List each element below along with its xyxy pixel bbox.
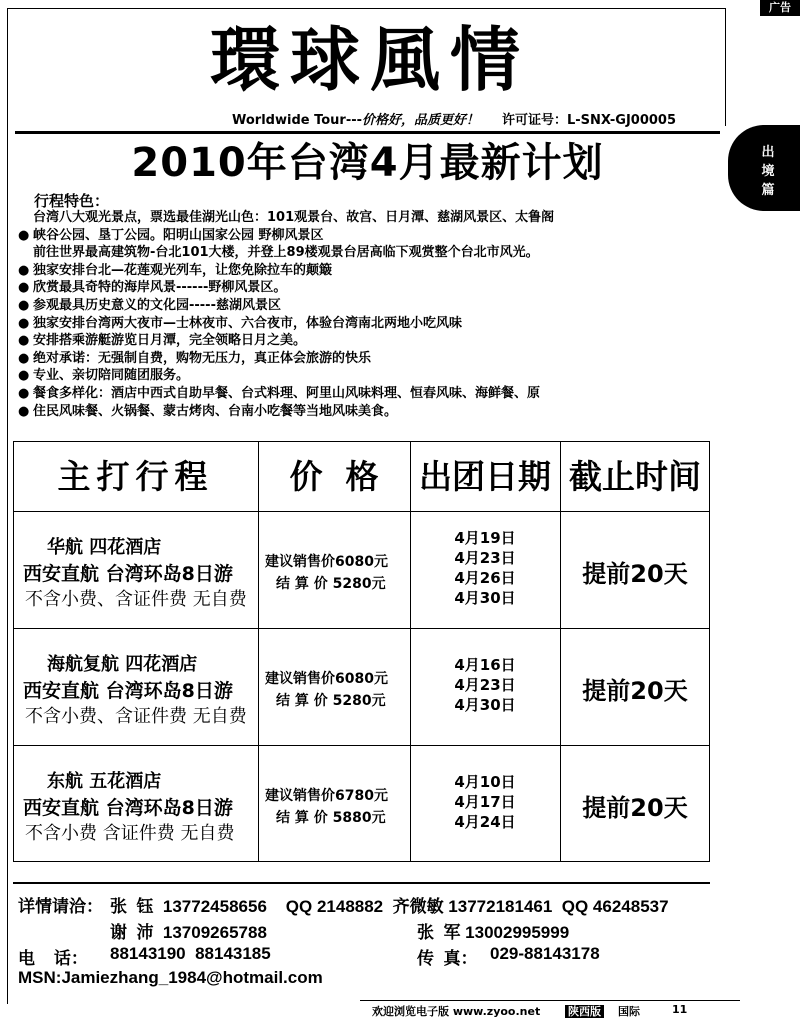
table-row-divider	[13, 745, 710, 746]
brand-title: 環球風情	[210, 18, 530, 101]
feature-line	[18, 316, 462, 332]
feature-line	[18, 245, 539, 261]
departure-dates-cell	[410, 528, 560, 608]
departure-date: 4月16日	[454, 655, 516, 674]
footer-section: 国际	[618, 1005, 640, 1018]
fax-number: 029-88143178	[490, 944, 600, 963]
header-route: 主打行程	[57, 457, 214, 496]
route-line: 华航 四花酒店	[47, 537, 162, 558]
footer-browse: 欢迎浏览电子版 www.zyoo.net	[372, 1005, 541, 1018]
deadline-cell: 提前20天	[582, 793, 688, 822]
route-cell	[13, 535, 258, 613]
side-tab-char-1: 出	[761, 145, 775, 160]
feature-line	[18, 351, 371, 367]
departure-dates-cell	[410, 772, 560, 832]
fax-label: 传 真：	[417, 949, 478, 968]
features-title: 行程特色：	[34, 192, 110, 210]
feature-text: 峡谷公园、垦丁公园。阳明山国家公园 野柳风景区	[33, 227, 324, 243]
feature-line	[18, 368, 189, 384]
contact-line-2a: 谢 沛 13709265788	[110, 923, 267, 942]
route-line: 不含小费、含证件费 无自费	[25, 589, 247, 610]
section-side-tab	[728, 125, 800, 211]
bullet-icon: ●	[18, 280, 30, 296]
departure-date: 4月30日	[454, 695, 516, 714]
headline: 2010年台湾4月最新计划	[131, 140, 604, 186]
feature-text: 住民风味餐、火锅餐、蒙古烤肉、台南小吃餐等当地风味美食。	[33, 403, 398, 419]
side-tab-char-2: 境	[761, 164, 775, 179]
settlement-price: 结 算 价 5280元	[276, 693, 386, 709]
contact-line-2b: 张 军 13002995999	[417, 923, 570, 942]
settlement-price: 结 算 价 5880元	[276, 810, 386, 826]
route-line: 西安直航 台湾环岛8日游	[23, 797, 233, 819]
table-row-divider	[13, 628, 710, 629]
feature-text: 专业、亲切陪同随团服务。	[33, 368, 190, 384]
slogan: 价格好，品质更好！	[362, 113, 480, 128]
phone-numbers: 88143190 88143185	[110, 944, 271, 963]
route-cell	[13, 652, 258, 730]
departure-date: 4月17日	[454, 792, 516, 811]
route-line: 西安直航 台湾环岛8日游	[23, 680, 233, 702]
contact-rule	[13, 882, 710, 884]
header-deadline: 截止时间	[569, 457, 701, 496]
subline	[232, 109, 479, 128]
departure-date: 4月30日	[454, 588, 516, 607]
suggested-price: 建议销售价6080元	[265, 671, 388, 687]
bullet-icon: ●	[18, 333, 30, 349]
route-line: 东航 五花酒店	[47, 771, 162, 792]
frame-left-border	[7, 8, 8, 1004]
feature-line	[18, 228, 324, 244]
feature-text: 餐食多样化：酒店中西式自助早餐、台式料理、阿里山风味料理、恒春风味、海鲜餐、原	[33, 386, 541, 401]
feature-line	[18, 386, 540, 402]
departure-date: 4月26日	[454, 568, 516, 587]
price-cell	[265, 551, 410, 595]
feature-line	[18, 404, 397, 420]
feature-text: 台湾八大观光景点，票选最佳湖光山色：101观景台、故宫、日月潭、慈湖风景区、太鲁阁	[33, 210, 555, 225]
departure-date: 4月10日	[454, 772, 516, 791]
deadline-cell: 提前20天	[582, 559, 688, 588]
ad-tag: 广告	[760, 0, 800, 16]
departure-date: 4月23日	[454, 675, 516, 694]
bullet-icon: ●	[18, 262, 30, 278]
footer-region-badge	[565, 1003, 604, 1019]
page-number: 11	[672, 1003, 688, 1016]
feature-text: 前往世界最高建筑物-台北101大楼，并登上89楼观景台居高临下观赏整个台北市风光。	[33, 245, 539, 261]
feature-text: 安排搭乘游艇游览日月潭，完全领略日月之美。	[33, 333, 307, 349]
license-number: 许可证号：L-SNX-GJ00005	[502, 113, 677, 128]
contact-line-1: 张 钰 13772458656 QQ 2148882 齐微敏 13772181461 QQ 46248537	[110, 897, 669, 916]
feature-text: 独家安排台湾两大夜市—士林夜市、六合夜市，体验台湾南北两地小吃风味	[33, 315, 463, 331]
feature-line	[18, 298, 281, 314]
side-tab-char-3: 篇	[761, 183, 775, 198]
deadline-cell: 提前20天	[582, 676, 688, 705]
table-row-divider	[13, 511, 710, 512]
bullet-icon: ●	[18, 227, 30, 243]
route-line: 不含小费 含证件费 无自费	[25, 823, 235, 844]
feature-text: 欣赏最具奇特的海岸风景------野柳风景区。	[33, 280, 287, 296]
settlement-price: 结 算 价 5280元	[276, 576, 386, 592]
bullet-icon: ●	[18, 403, 30, 419]
feature-text: 绝对承诺：无强制自费，购物无压力，真正体会旅游的快乐	[33, 350, 372, 366]
suggested-price: 建议销售价6080元	[265, 554, 388, 570]
bullet-icon: ●	[18, 386, 30, 401]
subline-english: Worldwide Tour---	[232, 113, 363, 128]
contact-label: 详情请洽：	[18, 897, 103, 916]
phone-label: 电 话：	[18, 949, 88, 968]
departure-dates-cell	[410, 655, 560, 715]
price-cell	[265, 668, 410, 712]
bullet-icon: ●	[18, 315, 30, 331]
header-rule	[15, 131, 720, 134]
route-cell	[13, 769, 258, 847]
region-badge: 陕西版	[565, 1005, 604, 1018]
bullet-icon: ●	[18, 298, 30, 313]
footer-rule	[360, 1000, 740, 1001]
departure-date: 4月24日	[454, 812, 516, 831]
header-dates: 出团日期	[419, 457, 551, 496]
feature-line	[18, 210, 554, 226]
feature-text: 参观最具历史意义的文化园-----慈湖风景区	[33, 298, 281, 313]
departure-date: 4月19日	[454, 528, 516, 547]
feature-line	[18, 263, 332, 279]
header-price: 价 格	[289, 457, 379, 496]
price-cell	[265, 785, 410, 829]
departure-date: 4月23日	[454, 548, 516, 567]
feature-text: 独家安排台北—花莲观光列车，让您免除拉车的颠簸	[33, 262, 333, 278]
suggested-price: 建议销售价6780元	[265, 788, 388, 804]
feature-line	[18, 333, 306, 349]
route-line: 海航复航 四花酒店	[47, 654, 198, 675]
frame-top-border	[7, 8, 725, 9]
route-line: 不含小费、含证件费 无自费	[25, 706, 247, 727]
msn-contact: MSN:Jamiezhang_1984@hotmail.com	[18, 968, 323, 987]
bullet-icon: ●	[18, 368, 30, 384]
route-line: 西安直航 台湾环岛8日游	[23, 563, 233, 585]
feature-line	[18, 280, 286, 296]
bullet-icon: ●	[18, 350, 30, 366]
